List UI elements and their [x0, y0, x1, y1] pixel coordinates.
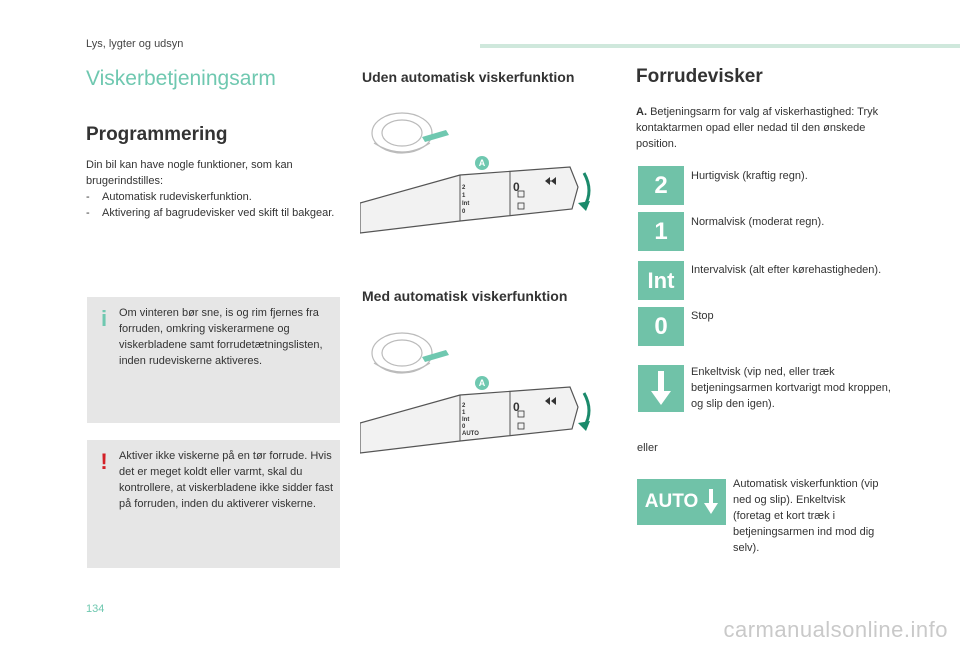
stalk-drawing	[360, 325, 600, 465]
section-label: Lys, lygter og udsyn	[86, 38, 184, 50]
warning-box	[87, 440, 340, 568]
rotate-arrow-icon	[578, 421, 590, 431]
mode-tile-2: 2	[638, 166, 684, 205]
scale-label: Int	[462, 417, 470, 423]
mode-tile-auto	[637, 479, 726, 525]
programming-intro	[86, 157, 336, 221]
auto-label: AUTO	[644, 491, 699, 512]
header-bar	[480, 44, 960, 48]
list-item	[86, 189, 336, 205]
info-icon: i	[100, 306, 108, 331]
with-auto-heading: Med automatisk viskerfunktion	[362, 288, 568, 304]
warning-icon: !	[100, 449, 108, 474]
page-title: Viskerbetjeningsarm	[86, 67, 276, 90]
mode-description: Enkeltvisk (vip ned, eller træk betjeningsarmen kortvarigt mod kroppen, og slip den igen).	[691, 366, 891, 410]
stalk-illustration-auto	[360, 325, 600, 465]
watermark: carmanualsonline.info	[723, 617, 948, 642]
scale-label: 2	[462, 403, 466, 409]
programming-intro-text: Din bil kan have nogle funktioner, som kan brugerindstilles:	[86, 159, 293, 187]
list-item-text: Aktivering af bagrudevisker ved skift til bakgear.	[102, 207, 335, 219]
mode-tile-single	[638, 365, 684, 412]
scale-label: 0	[462, 424, 466, 430]
scale-label: Int	[462, 201, 470, 207]
info-box	[87, 297, 340, 423]
mode-tile-int: Int	[638, 261, 684, 300]
a-text: Betjeningsarm for valg af viskerhastighed: Tryk kontaktarmen opad eller nedad til den ønskede position.	[636, 106, 879, 150]
scale-label: 2	[462, 185, 466, 191]
info-text: Om vinteren bør sne, is og rim fjernes fra forruden, omkring viskerarmene og viskerbladene samt forrudetætningslisten, inden rudeviskerne aktiveres.	[119, 307, 323, 367]
scale-label: AUTO	[462, 431, 479, 437]
mode-description: Normalvisk (moderat regn).	[691, 216, 825, 228]
mode-tile-1: 1	[638, 212, 684, 251]
stalk-drawing	[360, 105, 600, 245]
scale-label: 1	[462, 193, 466, 199]
list-dash: -	[86, 207, 90, 219]
or-text: eller	[637, 442, 658, 454]
rotate-arrow-icon	[578, 201, 590, 211]
page-number: 134	[86, 603, 105, 615]
mode-description: Hurtigvisk (kraftig regn).	[691, 170, 808, 182]
mode-description: Intervalvisk (alt efter kørehastigheden).	[691, 264, 882, 276]
knob-zero-label: 0	[513, 400, 520, 414]
down-arrow-icon	[704, 489, 718, 515]
stalk-highlight	[422, 350, 449, 362]
scale-label: 0	[462, 209, 466, 215]
stalk-highlight	[422, 130, 449, 142]
callout-a-label: A	[478, 378, 486, 388]
without-auto-heading: Uden automatisk viskerfunktion	[362, 69, 575, 85]
down-arrow-icon	[651, 371, 671, 407]
list-item	[86, 205, 336, 221]
knob-zero-label: 0	[513, 180, 520, 194]
warning-text: Aktiver ikke viskerne på en tør forrude. Hvis det er meget koldt eller varmt, skal du kontrollere, at viskerbladene ikke sidder fast på forruden, inden du aktiverer viskerne.	[119, 450, 333, 510]
list-item-text: Automatisk rudeviskerfunktion.	[102, 191, 252, 203]
list-dash: -	[86, 191, 90, 203]
mode-tile-0: 0	[638, 307, 684, 346]
auto-description: Automatisk viskerfunktion (vip ned og slip). Enkeltvisk (foretag et kort træk i betjeningsarmen ind mod dig selv).	[733, 478, 879, 554]
callout-a-label: A	[478, 158, 486, 168]
scale-label: 1	[462, 410, 466, 416]
windscreen-heading: Forrudevisker	[636, 66, 763, 87]
mode-description: Stop	[691, 310, 714, 322]
stalk-illustration-manual	[360, 105, 600, 245]
a-description	[636, 104, 896, 152]
programming-heading: Programmering	[86, 124, 228, 145]
a-label: A.	[636, 106, 647, 118]
